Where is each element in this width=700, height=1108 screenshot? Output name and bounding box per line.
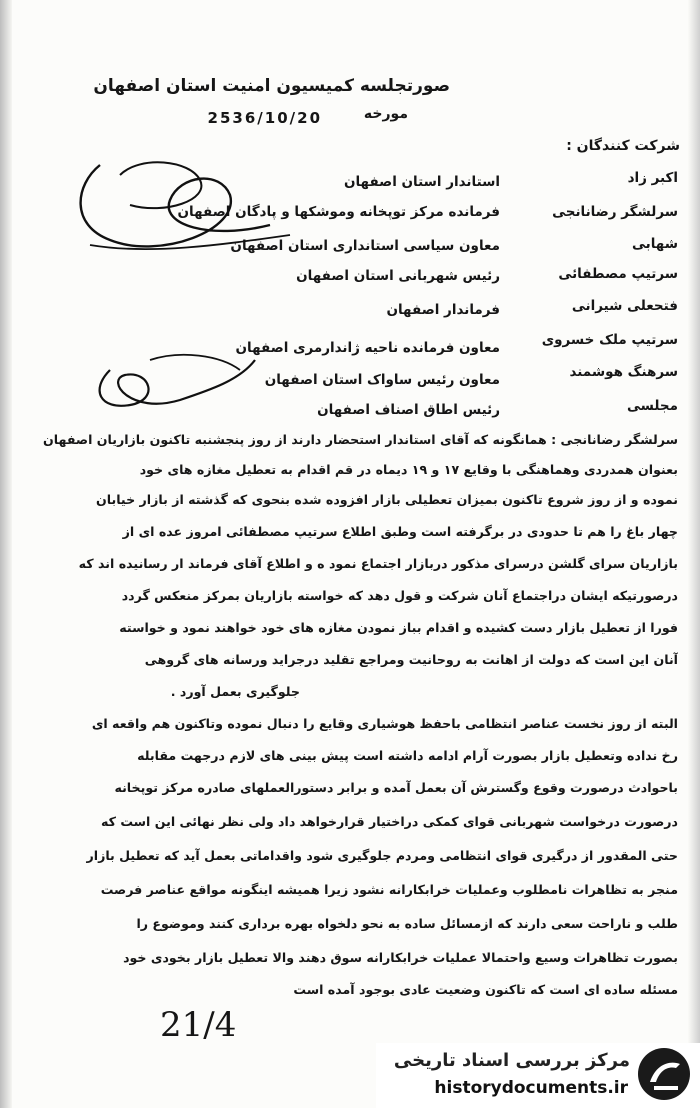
page-edge-left <box>0 0 12 1108</box>
attendee-role: فرمانده مرکز توپخانه وموشکها و پادگان اصفهان <box>177 204 500 220</box>
body-line: بعنوان همدردی وهماهنگی با وقایع ۱۷ و ۱۹ دیماه در قم اقدام به تعطیل مغازه های خود <box>139 462 678 477</box>
body-line: حتی المقدور از درگیری قوای انتظامی ومردم جلوگیری شود واقداماتی بعمل آید که تعطیل بازار <box>86 848 678 863</box>
body-line: فورا از تعطیل بازار دست کشیده و اقدام بباز نمودن مغازه های خود خواهند نمود و خواسته <box>119 620 678 635</box>
attendee-name: شهابی <box>632 236 678 252</box>
body-line: طلب و ناراحت سعی دارند که ازمسائل ساده به نحو دلخواه بهره برداری کنند وموضوع را <box>136 916 678 931</box>
attendee-name: سرهنگ هوشمند <box>569 364 678 380</box>
body-line: درصورت درخواست شهربانی قوای کمکی دراختیار قرارخواهد داد ولی نظر نهائی این است که <box>101 814 678 829</box>
body-line: مسئله ساده ای است که تاکنون وضعیت عادی بوجود آمده است <box>293 982 678 997</box>
body-line: درصورتیکه ایشان دراجتماع آنان شرکت و قول دهد که خواسته بازاریان بمرکز منعکس گردد <box>121 588 678 603</box>
body-line: سرلشگر رضانانجی : همانگونه که آقای استاندار استحضار دارند از روز پنجشنبه تاکنون بازاریان اصفهان <box>43 432 678 447</box>
body-line: بازاریان سرای گلشن درسرای مذکور دربازار اجتماع نمود ه و اطلاع آقای فرماند ار رسانیده اند که <box>78 556 678 571</box>
attendee-name: سرلشگر رضانانجی <box>552 204 678 220</box>
handwritten-margin-note: 21/4 <box>160 1005 237 1045</box>
body-line: چهار باغ را هم تا حدودی در برگرفته است وطبق اطلاع سرتیپ مصطفائی امروز عده ای از <box>122 524 678 539</box>
body-line: منجر به تظاهرات نامطلوب وعملیات خرابکارانه نشود زیرا همیشه اینگونه مواقع عناصر فرصت <box>100 882 678 897</box>
document-title: صورتجلسه کمیسیون امنیت استان اصفهان <box>93 76 450 96</box>
attendee-name: فتحعلی شیرانی <box>571 298 678 314</box>
date-value: 2536/10/20 <box>207 109 322 127</box>
body-line: بصورت تظاهرات وسیع واحتمالا عملیات خرابکارانه سوق دهند والا تعطیل بازار بخودی خود <box>123 950 678 965</box>
attendee-role: رئیس شهربانی استان اصفهان <box>296 268 500 284</box>
footer-url: historydocuments.ir <box>434 1078 628 1098</box>
attendee-role: استاندار استان اصفهان <box>343 174 500 190</box>
body-line: نموده و از روز شروع تاکنون بمیزان تعطیلی بازار افزوده شده بنحوی که گذشته از بازار خیابان <box>96 492 678 507</box>
attendee-role: معاون فرمانده ناحیه ژاندارمری اصفهان <box>235 340 500 356</box>
attendee-name: سرتیپ ملک خسروی <box>541 332 678 348</box>
body-line: رخ نداده وتعطیل بازار بصورت آرام ادامه داشته است پیش بینی های لازم درجهت مقابله <box>137 748 678 763</box>
attendee-name: سرتیپ مصطفائی <box>558 266 678 282</box>
attendees-label: شرکت کنندگان : <box>566 138 680 154</box>
body-line: جلوگیری بعمل آورد . <box>170 684 300 699</box>
body-line: آنان این است که دولت از اهانت به روحانیت ومراجع تقلید درجراید ورسانه های گروهی <box>144 652 678 667</box>
page-edge-right <box>688 0 700 1108</box>
body-line: البته از روز نخست عناصر انتظامی باحفظ هوشیاری وقایع را دنبال نموده وتاکنون هم واقعه ای <box>91 716 678 731</box>
attendee-role: معاون سیاسی استانداری استان اصفهان <box>230 238 500 254</box>
footer-org-name: مرکز بررسی اسناد تاریخی <box>393 1050 630 1071</box>
attendee-name: مجلسی <box>627 398 678 414</box>
attendee-role: معاون رئیس ساواک استان اصفهان <box>264 372 500 388</box>
date-label: مورخه <box>363 106 408 122</box>
attendee-name: اکبر زاد <box>627 170 678 186</box>
attendee-role: رئیس اطاق اصناف اصفهان <box>317 402 500 418</box>
archive-logo-icon <box>636 1046 692 1102</box>
attendee-role: فرماندار اصفهان <box>386 302 500 318</box>
body-line: باحوادث درصورت وقوع وگسترش آن بعمل آمده و برابر دستورالعملهای صادره مرکز توپخانه <box>114 780 678 795</box>
